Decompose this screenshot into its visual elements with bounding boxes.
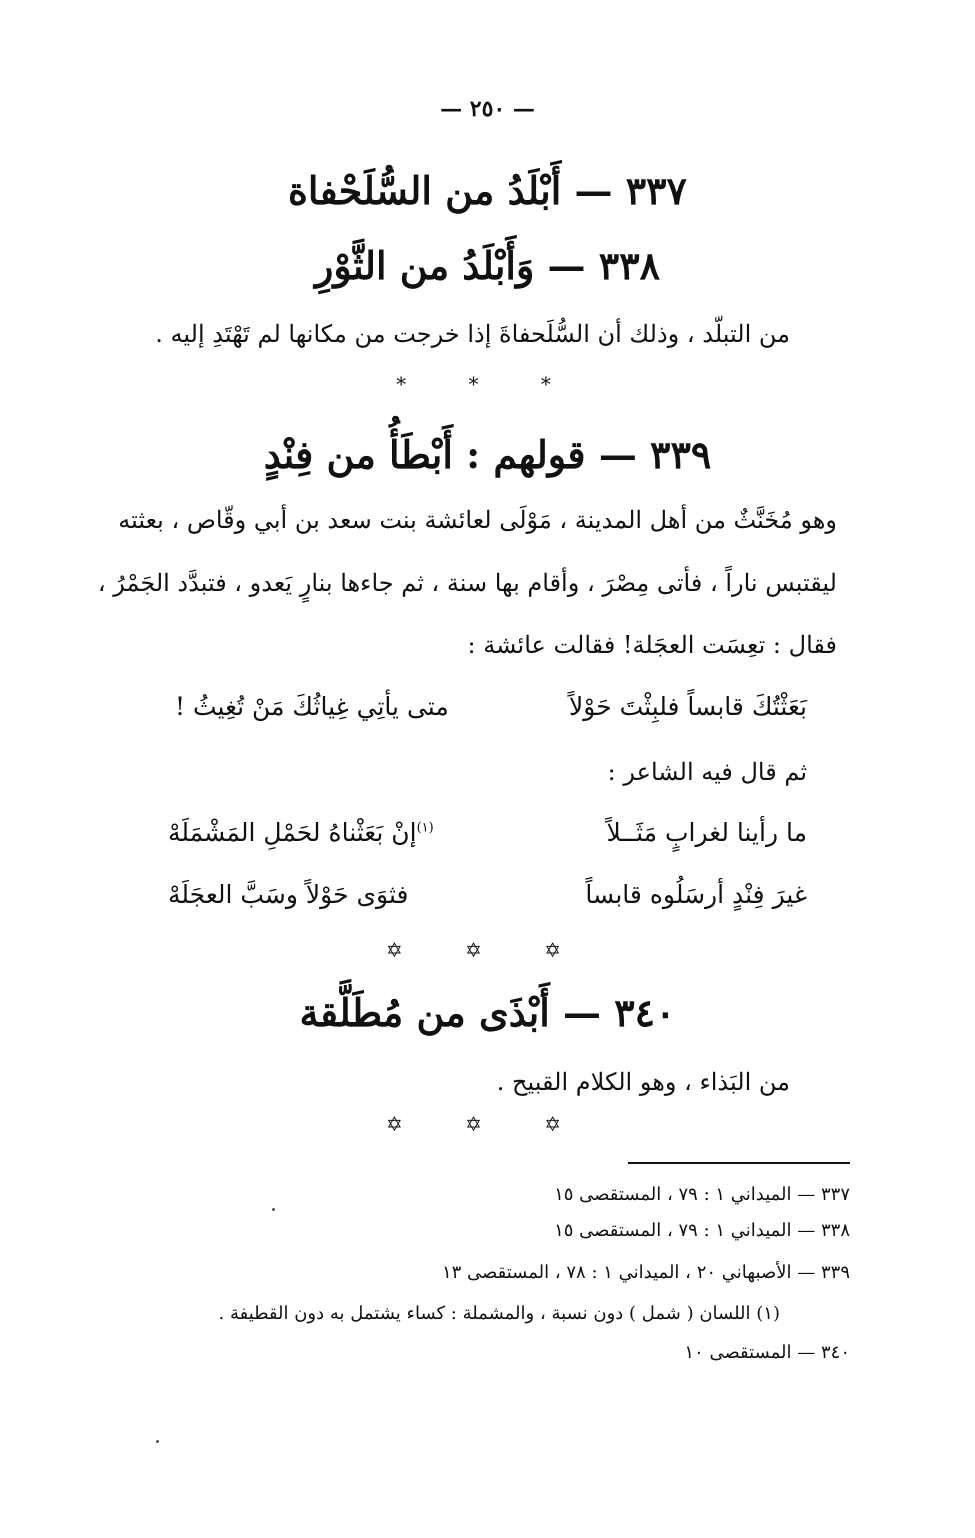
section-separator-339: ✡ ✡ ✡	[386, 938, 589, 962]
footnote-338: ٣٣٨ — الميداني ١ : ٧٩ ، المستقصى ١٥	[554, 1220, 850, 1241]
paragraph-340: من البَذاء ، وهو الكلام القبيح .	[496, 1068, 790, 1096]
speck-mark	[156, 1440, 159, 1443]
entry-heading-338: ٣٣٨ — وَأَبْلَدُ من الثَّوْرِ	[314, 243, 661, 288]
footnote-note-1: (١) اللسان ( شمل ) دون نسبة ، والمشملة : كساء يشتمل به دون القطيفة .	[218, 1303, 780, 1324]
verse-1-first-hemistich: بَعَثْتُكَ قابساً فلبِثْتَ حَوْلاً	[569, 692, 807, 721]
verse-2-first-hemistich: ما رأينا لغرابٍ مَثَــلاً	[606, 818, 807, 847]
verse-2-second-text: إنْ بَعَثْناهُ لحَمْلِ المَشْمَلَهْ	[168, 818, 417, 847]
verse-2-second-hemistich	[168, 818, 434, 847]
paragraph-339-line-2: ليقتبس ناراً ، فأتى مِصْرَ ، وأقام بها سنة ، ثم جاءها بنارٍ يَعدو ، فتبدَّد الجَمْرُ ،	[97, 569, 837, 597]
footnote-340: ٣٤٠ — المستقصى ١٠	[684, 1342, 850, 1363]
poet-intro: ثم قال فيه الشاعر :	[607, 758, 807, 786]
paragraph-339-line-1: وهو مُخَنَّثٌ من أهل المدينة ، مَوْلَى لعائشة بنت سعد بن أبي وقّاص ، بعثته	[118, 506, 837, 534]
entry-heading-337: ٣٣٧ — أَبْلَدُ من السُّلَحْفاة	[288, 168, 687, 213]
footnote-337: ٣٣٧ — الميداني ١ : ٧٩ ، المستقصى ١٥	[554, 1184, 850, 1205]
footnote-rule	[628, 1162, 850, 1164]
entry-heading-340: ٣٤٠ — أَبْذَى من مُطَلَّقة	[299, 990, 676, 1035]
paragraph-338: من التبلّد ، وذلك أن السُّلَحفاةَ إذا خرجت من مكانها لم تَهْتَدِ إليه .	[155, 320, 790, 348]
verse-3-second-hemistich: فثوَى حَوْلاً وسَبَّ العجَلَهْ	[168, 880, 409, 909]
verse-3-first-hemistich: غيرَ فِنْدٍ أرسَلُوه قابساً	[585, 880, 807, 909]
entry-heading-339: ٣٣٩ — قولهم : أَبْطَأُ من فِنْدٍ	[263, 432, 712, 477]
page-number: — ٢٥٠ —	[440, 96, 535, 122]
speck-mark	[272, 1208, 275, 1211]
footnote-339: ٣٣٩ — الأصبهاني ٢٠ ، الميداني ١ : ٧٨ ، المستقصى ١٣	[441, 1262, 850, 1283]
footnote-mark: (١)	[416, 820, 434, 836]
section-separator-340: ✡ ✡ ✡	[386, 1112, 589, 1136]
paragraph-339-line-3: فقال : تعِسَت العجَلة! فقالت عائشة :	[467, 631, 837, 659]
verse-1-second-hemistich: متى يأتِي غِياثُكَ مَنْ تُغِيثُ !	[175, 692, 449, 721]
section-separator: * * *	[396, 372, 579, 396]
